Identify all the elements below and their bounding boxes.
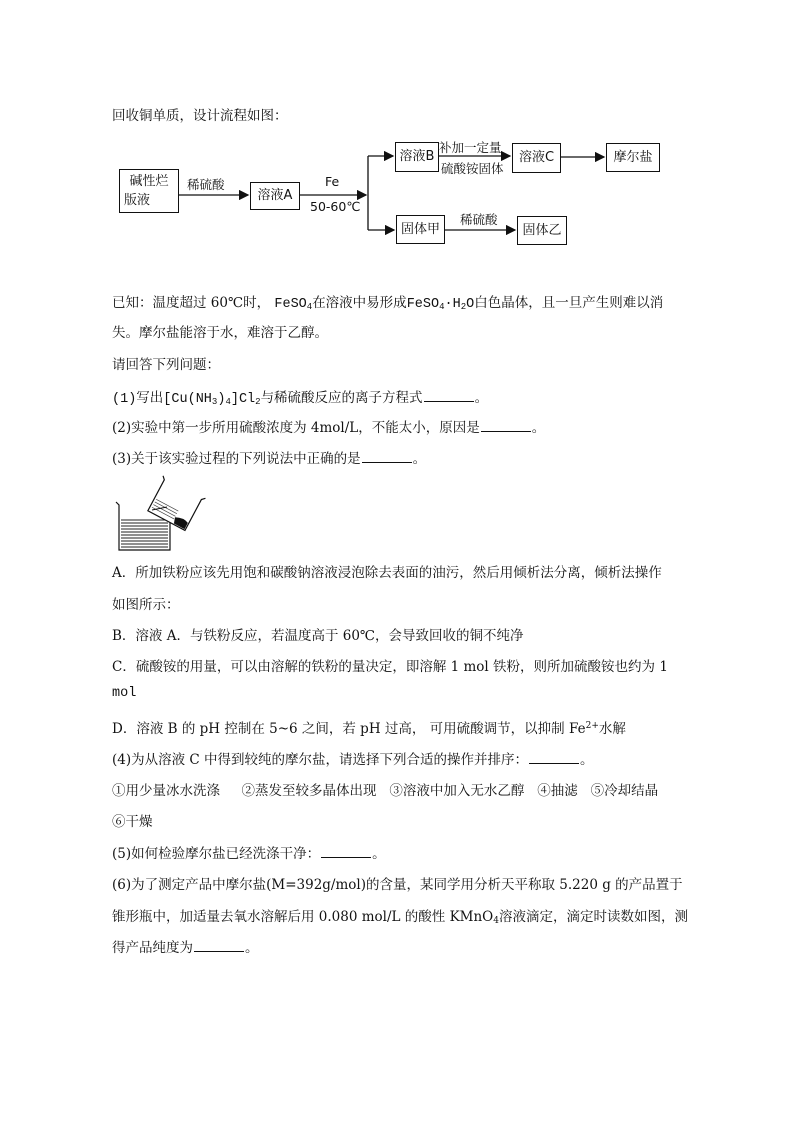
formula-feso4: FeSO <box>274 297 307 312</box>
box-alkaline-waste <box>119 169 179 213</box>
known-line-1 <box>112 291 663 312</box>
formula-sub: 4 <box>439 302 445 312</box>
q6-text-a: 锥形瓶中，加适量去氧水溶解后用 0.080 mol/L 的酸性 KMnO <box>112 909 494 925</box>
option-b: B．溶液 A．与铁粉反应，若温度高于 60℃，会导致回收的铜不纯净 <box>112 628 524 644</box>
question-6-line-2 <box>112 905 688 926</box>
q6-end: 。 <box>245 940 259 956</box>
label-ammonium-sulfate-solid: 硫酸铵固体 <box>441 161 504 176</box>
box-alkaline-waste-line1: 碱性烂 <box>129 174 169 189</box>
option-a-line-1: A．所加铁粉应该先用饱和碳酸钠溶液浸泡除去表面的油污，然后用倾析法分离，倾析法操作 <box>112 565 662 581</box>
q1-sub: 4 <box>225 397 231 407</box>
q6-text-l3: 得产品纯度为 <box>112 940 193 956</box>
option-d <box>112 717 626 737</box>
decantation-figure <box>112 470 222 555</box>
q5-text: (5)如何检验摩尔盐已经洗涤干净： <box>112 846 321 862</box>
formula-feso4-h2o: FeSO <box>406 297 440 312</box>
q3-text: (3)关于该实验过程的下列说法中正确的是 <box>112 451 361 467</box>
option-d-text: D．溶液 B 的 pH 控制在 5~6 之间，若 pH 过高， 可用硫酸调节，以抑制 Fe <box>112 721 586 737</box>
question-5 <box>112 842 386 862</box>
q1-sub: 2 <box>255 397 261 407</box>
q2-end: 。 <box>531 420 546 436</box>
known-line-2: 失。摩尔盐能溶于水，难溶于乙醇。 <box>112 325 328 341</box>
q6-text-c: 溶液滴定，滴定时读数如图，测 <box>498 909 688 925</box>
question-6-line-3 <box>112 936 259 956</box>
question-6-line-1: (6)为了测定产品中摩尔盐(M=392g/mol)的含量，某同学用分析天平称取 5.220 g 的产品置于 <box>112 877 683 893</box>
box-solid-a: 固体甲 <box>396 215 445 244</box>
intro-line: 回收铜单质，设计流程如图： <box>112 108 288 124</box>
answer-blank[interactable] <box>194 938 244 952</box>
known-text-j: 白色晶体，且一旦产生则难以消 <box>474 295 664 311</box>
label-temperature: 50-60℃ <box>310 199 361 214</box>
label-dilute-h2so4-2: 稀硫酸 <box>460 212 498 227</box>
box-solution-c: 溶液C <box>512 143 561 173</box>
prompt-line: 请回答下列问题： <box>112 357 220 373</box>
answer-blank[interactable] <box>529 750 579 764</box>
label-dilute-h2so4-1: 稀硫酸 <box>187 177 225 192</box>
q4-options-line-2: ⑥干燥 <box>112 814 153 830</box>
q1-text-e: ]Cl <box>230 392 256 407</box>
option-a-line-2: 如图所示： <box>112 597 180 613</box>
formula-o: O <box>466 297 475 312</box>
box-solution-b: 溶液B <box>395 142 439 172</box>
formula-sub: 4 <box>306 302 313 312</box>
box-alkaline-waste-line2: 版液 <box>124 193 151 208</box>
answer-blank[interactable] <box>424 388 474 402</box>
q1-text-c: ) <box>217 392 226 407</box>
question-1 <box>112 386 488 407</box>
q4-text: (4)为从溶液 C 中得到较纯的摩尔盐，请选择下列合适的操作并排序： <box>112 752 529 768</box>
formula-dot-h: ·H <box>444 297 461 312</box>
q1-sub: 3 <box>211 397 218 407</box>
known-text-d: 在溶液中易形成 <box>312 295 407 311</box>
label-add-ammonium-sulfate: 补加一定量 <box>439 140 502 155</box>
box-solution-a: 溶液A <box>250 182 300 210</box>
question-4 <box>112 748 594 768</box>
box-mohr-salt: 摩尔盐 <box>606 143 660 172</box>
answer-blank[interactable] <box>362 449 412 463</box>
flow-diagram <box>0 0 794 260</box>
q1-text-a: (1)写出[Cu(NH <box>112 392 212 407</box>
q4-end: 。 <box>580 752 594 768</box>
option-d-end: 水解 <box>598 721 626 737</box>
option-c-line-1: C．硫酸铵的用量，可以由溶解的铁粉的量决定，即溶解 1 mol 铁粉，则所加硫酸铵也约为 1 <box>112 659 668 675</box>
q1-text-g: 与稀硫酸反应的离子方程式 <box>260 390 423 406</box>
q4-options-line-1: ①用少量冰水洗涤 ②蒸发至较多晶体出现 ③溶液中加入无水乙醇 ④抽滤 ⑤冷却结晶 <box>112 783 659 799</box>
q2-text: (2)实验中第一步所用硫酸浓度为 4mol/L，不能太小，原因是 <box>112 420 480 436</box>
fe-charge: 2+ <box>585 721 599 731</box>
label-fe: Fe <box>325 174 340 189</box>
option-c-line-2: mol <box>112 686 137 701</box>
known-text-a: 已知：温度超过 60℃时， <box>112 295 271 311</box>
q5-end: 。 <box>372 846 386 862</box>
q3-end: 。 <box>412 451 427 467</box>
formula-sub: 2 <box>460 302 467 312</box>
q6-sub: 4 <box>493 916 499 926</box>
answer-blank[interactable] <box>321 844 371 858</box>
question-3 <box>112 447 426 467</box>
box-solid-b: 固体乙 <box>517 216 567 245</box>
q1-end: 。 <box>474 390 489 406</box>
answer-blank[interactable] <box>481 418 531 432</box>
question-2 <box>112 416 545 436</box>
